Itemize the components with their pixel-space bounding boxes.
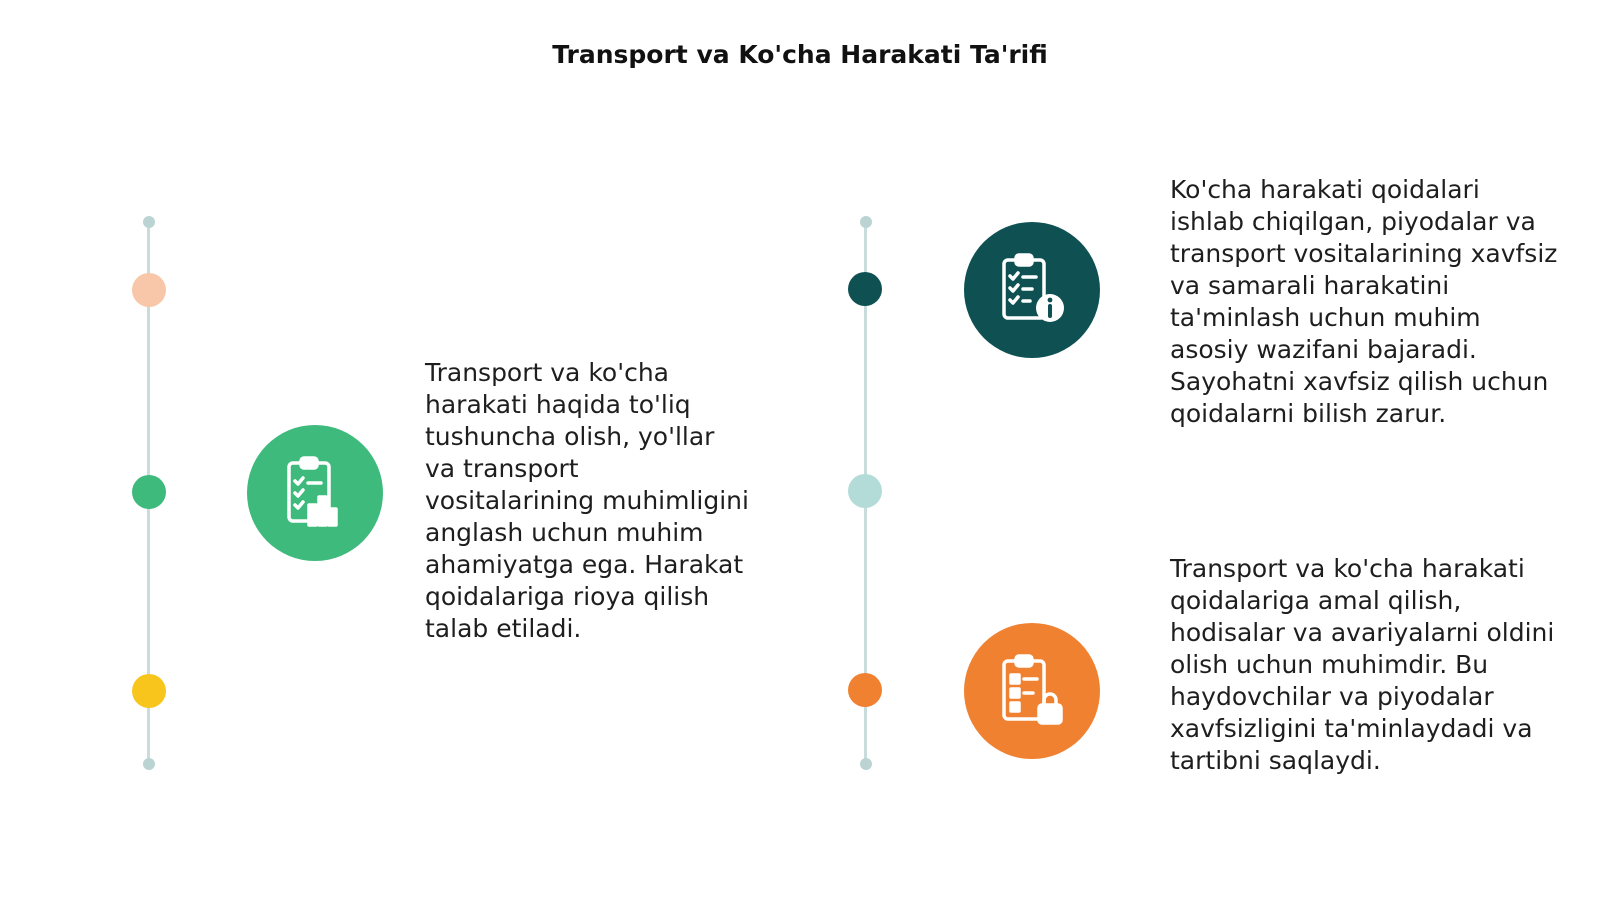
- clipboard-chart-icon: [275, 453, 355, 533]
- clipboard-lock-icon: [992, 651, 1072, 731]
- icon-circle: [964, 222, 1100, 358]
- timeline-cap-bottom: [143, 758, 155, 770]
- timeline-dot: [132, 273, 166, 307]
- icon-circle: [247, 425, 383, 561]
- timeline-dot: [848, 272, 882, 306]
- timeline-cap-bottom: [860, 758, 872, 770]
- item-text: Ko'cha harakati qoidalari ishlab chiqilgan, piyodalar va transport vositalarining xavfsiz va samarali harakatini ta'minlash uchun muhim asosiy wazifani bajaradi. Sayohatni xavfsiz qilish uchun qoidalarni bilish zarur.: [1170, 175, 1558, 428]
- timeline-cap-top: [143, 216, 155, 228]
- item-text: Transport va ko'cha harakati qoidalariga amal qilish, hodisalar va avariyalarni oldini olish uchun muhimdir. Bu haydovchilar va piyodalar xavfsizligini ta'minlaydadi va tartibni saqlaydi.: [1170, 554, 1555, 775]
- timeline-cap-top: [860, 216, 872, 228]
- timeline-dot: [848, 673, 882, 707]
- timeline-dot: [132, 674, 166, 708]
- icon-circle: [964, 623, 1100, 759]
- item-text: Transport va ko'cha harakati haqida to'liq tushuncha olish, yo'llar va transport vositalarining muhimligini anglash uchun muhim ahamiyatga ega. Harakat qoidalariga rioya qilish talab etiladi.: [425, 358, 749, 643]
- timeline-dot: [132, 475, 166, 509]
- timeline-dot: [848, 474, 882, 508]
- clipboard-info-icon: [992, 250, 1072, 330]
- page-title: Transport va Ko'cha Harakati Ta'rifi: [552, 40, 1048, 69]
